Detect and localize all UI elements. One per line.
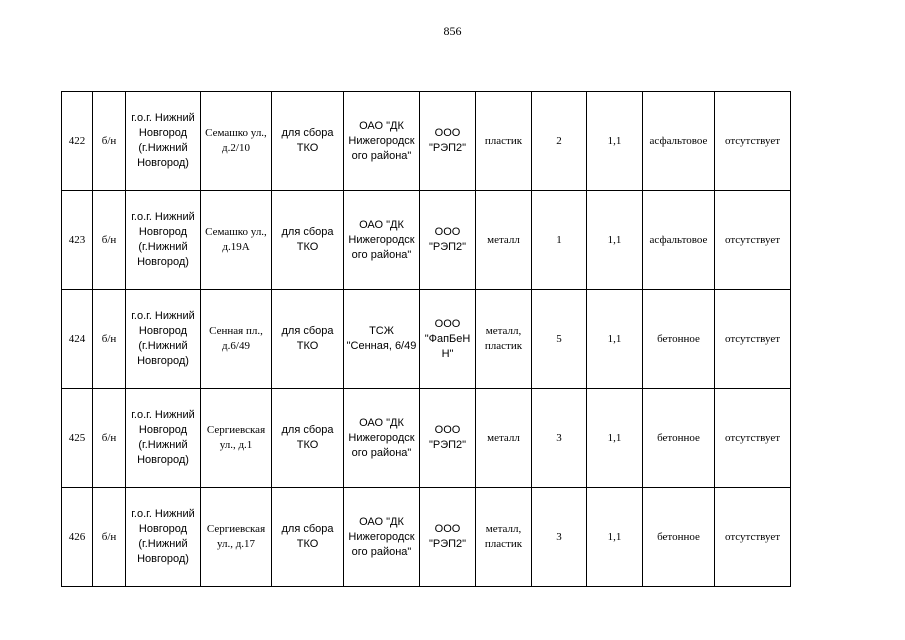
row-mark: б/н [93,92,126,191]
surface-cell: асфальтовое [643,191,715,290]
owner-cell: ТСЖ "Сенная, 6/49 [344,290,420,389]
purpose-cell: для сбора ТКО [272,191,344,290]
operator-cell: ООО "РЭП2" [420,488,476,587]
material-cell: пластик [476,92,532,191]
purpose-cell: для сбора ТКО [272,488,344,587]
owner-cell: ОАО "ДК Нижегородск ого района" [344,389,420,488]
operator-cell: ООО "ФапБеН Н" [420,290,476,389]
district-cell: г.о.г. Нижний Новгород (г.Нижний Новгород) [126,488,201,587]
address-cell: Сергиевская ул., д.17 [201,488,272,587]
surface-cell: асфальтовое [643,92,715,191]
table-row [62,191,791,290]
row-mark: б/н [93,488,126,587]
surface-cell: бетонное [643,389,715,488]
owner-cell: ОАО "ДК Нижегородск ого района" [344,92,420,191]
row-number: 424 [62,290,93,389]
row-mark: б/н [93,290,126,389]
district-cell: г.о.г. Нижний Новгород (г.Нижний Новгород) [126,92,201,191]
row-number: 426 [62,488,93,587]
row-mark: б/н [93,389,126,488]
address-cell: Семашко ул., д.19А [201,191,272,290]
container-count-cell: 5 [532,290,587,389]
container-count-cell: 2 [532,92,587,191]
fence-cell: отсутствует [715,488,791,587]
purpose-cell: для сбора ТКО [272,389,344,488]
fence-cell: отсутствует [715,191,791,290]
row-number: 422 [62,92,93,191]
row-number: 423 [62,191,93,290]
container-volume-cell: 1,1 [587,488,643,587]
district-cell: г.о.г. Нижний Новгород (г.Нижний Новгород) [126,191,201,290]
address-cell: Семашко ул., д.2/10 [201,92,272,191]
purpose-cell: для сбора ТКО [272,92,344,191]
district-cell: г.о.г. Нижний Новгород (г.Нижний Новгород) [126,389,201,488]
container-count-cell: 1 [532,191,587,290]
address-cell: Сергиевская ул., д.1 [201,389,272,488]
container-volume-cell: 1,1 [587,92,643,191]
surface-cell: бетонное [643,488,715,587]
fence-cell: отсутствует [715,290,791,389]
table-row [62,488,791,587]
page-number: 856 [443,24,462,38]
row-number: 425 [62,389,93,488]
container-volume-cell: 1,1 [587,290,643,389]
row-mark: б/н [93,191,126,290]
material-cell: металл [476,389,532,488]
owner-cell: ОАО "ДК Нижегородск ого района" [344,191,420,290]
purpose-cell: для сбора ТКО [272,290,344,389]
district-cell: г.о.г. Нижний Новгород (г.Нижний Новгород) [126,290,201,389]
container-volume-cell: 1,1 [587,389,643,488]
surface-cell: бетонное [643,290,715,389]
address-cell: Сенная пл., д.6/49 [201,290,272,389]
fence-cell: отсутствует [715,92,791,191]
table-row [62,290,791,389]
table-row [62,389,791,488]
container-count-cell: 3 [532,488,587,587]
material-cell: металл [476,191,532,290]
registry-table [61,91,791,587]
fence-cell: отсутствует [715,389,791,488]
container-volume-cell: 1,1 [587,191,643,290]
material-cell: металл, пластик [476,290,532,389]
operator-cell: ООО "РЭП2" [420,389,476,488]
operator-cell: ООО "РЭП2" [420,191,476,290]
container-count-cell: 3 [532,389,587,488]
material-cell: металл, пластик [476,488,532,587]
table-row [62,92,791,191]
owner-cell: ОАО "ДК Нижегородск ого района" [344,488,420,587]
operator-cell: ООО "РЭП2" [420,92,476,191]
